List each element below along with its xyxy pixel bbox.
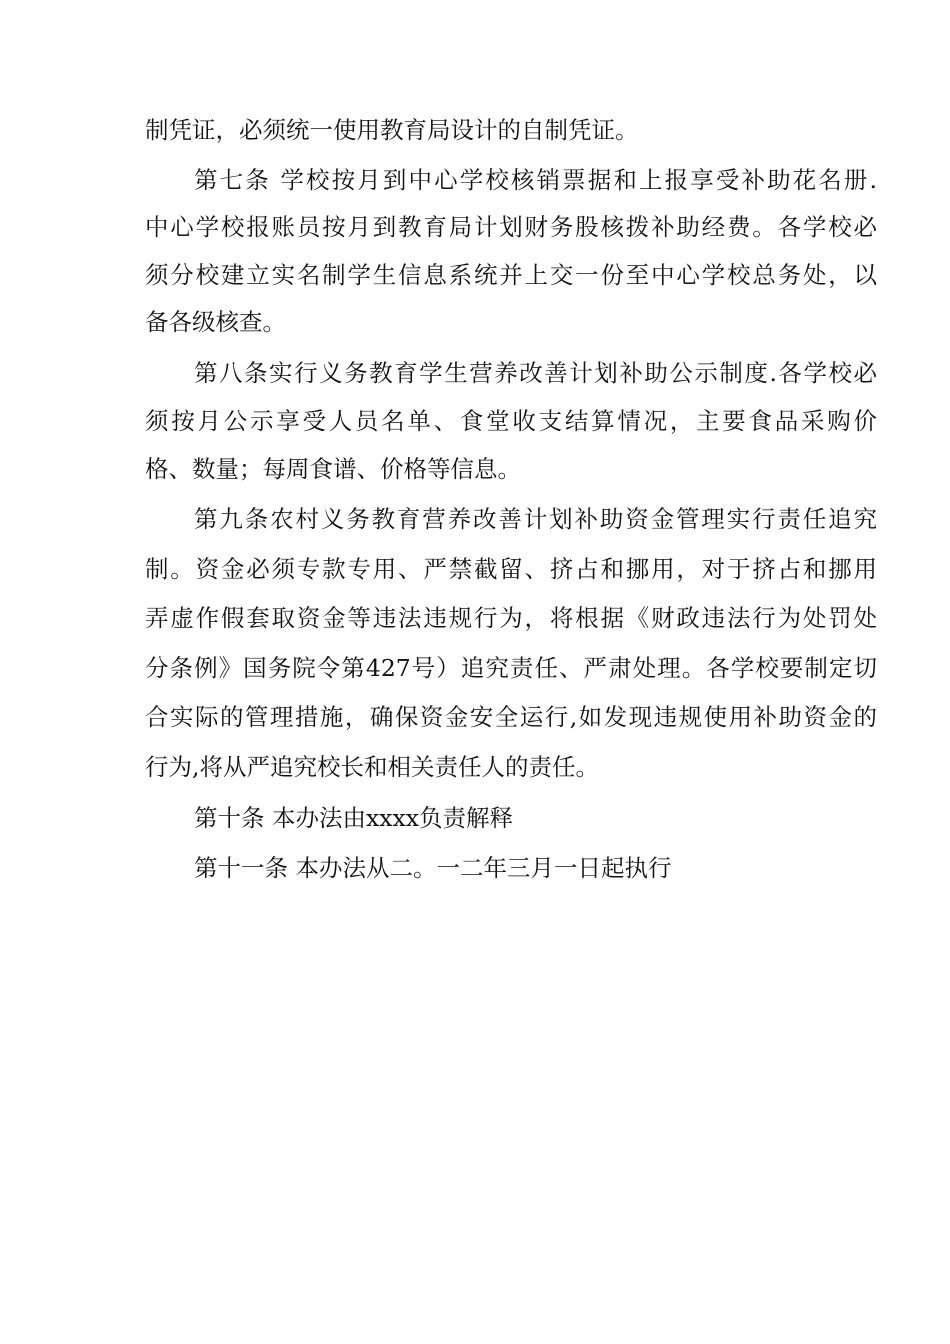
article-10: 第十条 本办法由xxxx负责解释 bbox=[194, 804, 513, 832]
article-8-line-1: 第八条实行义务教育学生营养改善计划补助公示制度.各学校必 bbox=[194, 359, 877, 387]
article-7-line-2: 中心学校报账员按月到教育局计划财务股核拨补助经费。各学校必 bbox=[145, 213, 877, 241]
text-line-1: 制凭证，必须统一使用教育局设计的自制凭证。 bbox=[145, 116, 639, 144]
article-9-line-4: 分条例》国务院令第427号）追究责任、严肃处理。各学校要制定切 bbox=[145, 654, 877, 682]
article-7-line-1: 第七条 学校按月到中心学校核销票据和上报享受补助花名册. bbox=[194, 166, 877, 194]
article-7-line-3: 须分校建立实名制学生信息系统并上交一份至中心学校总务处，以 bbox=[145, 261, 877, 289]
article-9-line-2: 制。资金必须专款专用、严禁截留、挤占和挪用，对于挤占和挪用 bbox=[145, 555, 877, 583]
article-11: 第十一条 本办法从二。一二年三月一日起执行 bbox=[194, 854, 672, 882]
article-8-line-2: 须按月公示享受人员名单、食堂收支结算情况，主要食品采购价 bbox=[145, 407, 877, 435]
article-9-line-5: 合实际的管理措施，确保资金安全运行,如发现违规使用补助资金的 bbox=[145, 703, 877, 731]
article-9-line-1: 第九条农村义务教育营养改善计划补助资金管理实行责任追究 bbox=[194, 505, 877, 533]
article-8-line-3: 格、数量；每周食谱、价格等信息。 bbox=[145, 455, 521, 483]
article-9-line-3: 弄虚作假套取资金等违法违规行为，将根据《财政违法行为处罚处 bbox=[145, 604, 877, 632]
article-7-line-4: 备各级核查。 bbox=[145, 308, 286, 336]
article-9-line-6: 行为,将从严追究校长和相关责任人的责任。 bbox=[145, 753, 599, 781]
